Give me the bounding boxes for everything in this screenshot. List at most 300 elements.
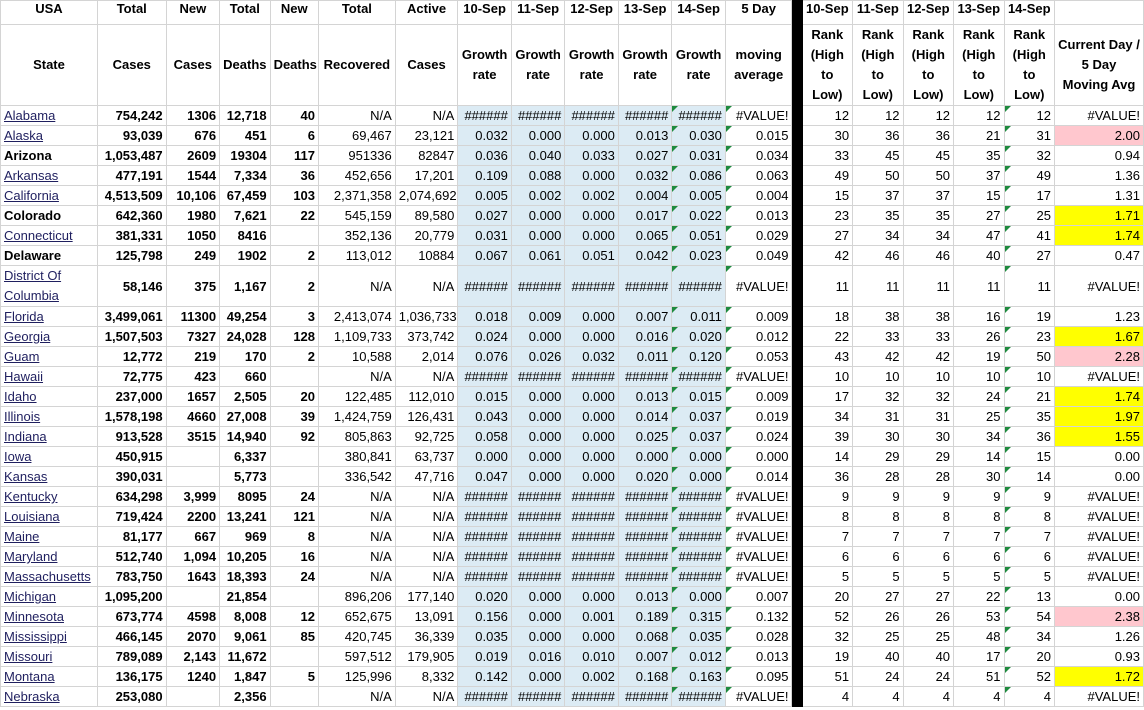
- data-cell[interactable]: 7,334: [220, 166, 270, 186]
- data-cell[interactable]: 10,106: [166, 186, 220, 206]
- data-cell[interactable]: 0.035: [672, 627, 726, 647]
- data-cell[interactable]: 0.051: [565, 246, 619, 266]
- data-cell[interactable]: #VALUE!: [725, 507, 792, 527]
- header-cell[interactable]: Cases: [395, 25, 458, 106]
- data-cell[interactable]: #VALUE!: [725, 106, 792, 126]
- data-cell[interactable]: 0.016: [511, 647, 565, 667]
- data-cell[interactable]: 0.040: [511, 146, 565, 166]
- data-cell[interactable]: 8: [1004, 507, 1054, 527]
- header-cell[interactable]: Total: [319, 1, 396, 25]
- data-cell[interactable]: 58,146: [97, 266, 166, 307]
- data-cell[interactable]: N/A: [319, 266, 396, 307]
- data-cell[interactable]: 179,905: [395, 647, 458, 667]
- data-cell[interactable]: 634,298: [97, 487, 166, 507]
- data-cell[interactable]: #VALUE!: [1055, 487, 1144, 507]
- data-cell[interactable]: 38: [903, 307, 953, 327]
- data-cell[interactable]: 0.156: [458, 607, 512, 627]
- data-cell[interactable]: 47: [954, 226, 1004, 246]
- data-cell[interactable]: 49: [802, 166, 852, 186]
- state-link[interactable]: Alabama: [1, 106, 98, 126]
- data-cell[interactable]: 0.007: [618, 307, 672, 327]
- data-cell[interactable]: 1,578,198: [97, 407, 166, 427]
- data-cell[interactable]: [166, 467, 220, 487]
- data-cell[interactable]: ######: [511, 266, 565, 307]
- data-cell[interactable]: 13: [1004, 587, 1054, 607]
- data-cell[interactable]: 0.002: [511, 186, 565, 206]
- data-cell[interactable]: ######: [618, 527, 672, 547]
- data-cell[interactable]: 21: [954, 126, 1004, 146]
- data-cell[interactable]: 19: [802, 647, 852, 667]
- data-cell[interactable]: ######: [618, 687, 672, 707]
- data-cell[interactable]: 0.013: [725, 206, 792, 226]
- data-cell[interactable]: 0.029: [725, 226, 792, 246]
- data-cell[interactable]: N/A: [319, 487, 396, 507]
- data-cell[interactable]: 0.033: [565, 146, 619, 166]
- data-cell[interactable]: ######: [672, 367, 726, 387]
- data-cell[interactable]: 8416: [220, 226, 270, 246]
- data-cell[interactable]: 1.67: [1055, 327, 1144, 347]
- data-cell[interactable]: 1.31: [1055, 186, 1144, 206]
- data-cell[interactable]: ######: [511, 487, 565, 507]
- data-cell[interactable]: 0.053: [725, 347, 792, 367]
- data-cell[interactable]: 10: [853, 367, 903, 387]
- data-cell[interactable]: 42: [802, 246, 852, 266]
- data-cell[interactable]: #VALUE!: [725, 266, 792, 307]
- data-cell[interactable]: 1.74: [1055, 226, 1144, 246]
- data-cell[interactable]: 1544: [166, 166, 220, 186]
- data-cell[interactable]: N/A: [319, 547, 396, 567]
- data-cell[interactable]: #VALUE!: [725, 367, 792, 387]
- data-cell[interactable]: 27: [954, 206, 1004, 226]
- data-cell[interactable]: 8,332: [395, 667, 458, 687]
- data-cell[interactable]: 36,339: [395, 627, 458, 647]
- data-cell[interactable]: ######: [565, 266, 619, 307]
- data-cell[interactable]: ######: [458, 687, 512, 707]
- data-cell[interactable]: 0.032: [618, 166, 672, 186]
- data-cell[interactable]: 0.001: [565, 607, 619, 627]
- header-cell[interactable]: Deaths: [270, 25, 318, 106]
- data-cell[interactable]: 0.049: [725, 246, 792, 266]
- data-cell[interactable]: 5: [903, 567, 953, 587]
- data-cell[interactable]: 4,513,509: [97, 186, 166, 206]
- data-cell[interactable]: 81,177: [97, 527, 166, 547]
- data-cell[interactable]: 0.037: [672, 427, 726, 447]
- data-cell[interactable]: 0.047: [458, 467, 512, 487]
- data-cell[interactable]: ######: [511, 567, 565, 587]
- header-cell[interactable]: 12-Sep: [903, 1, 953, 25]
- data-cell[interactable]: 26: [954, 327, 1004, 347]
- data-cell[interactable]: 112,010: [395, 387, 458, 407]
- data-cell[interactable]: 0.067: [458, 246, 512, 266]
- data-cell[interactable]: 1050: [166, 226, 220, 246]
- data-cell[interactable]: [270, 647, 318, 667]
- data-cell[interactable]: 1980: [166, 206, 220, 226]
- data-cell[interactable]: 22: [270, 206, 318, 226]
- header-cell[interactable]: 14-Sep: [1004, 1, 1054, 25]
- data-cell[interactable]: ######: [458, 567, 512, 587]
- data-cell[interactable]: #VALUE!: [1055, 367, 1144, 387]
- data-cell[interactable]: 24: [903, 667, 953, 687]
- data-cell[interactable]: 25: [1004, 206, 1054, 226]
- data-cell[interactable]: 125,996: [319, 667, 396, 687]
- data-cell[interactable]: 50: [853, 166, 903, 186]
- data-cell[interactable]: 423: [166, 367, 220, 387]
- data-cell[interactable]: 82847: [395, 146, 458, 166]
- data-cell[interactable]: 512,740: [97, 547, 166, 567]
- data-cell[interactable]: 103: [270, 186, 318, 206]
- data-cell[interactable]: 45: [903, 146, 953, 166]
- data-cell[interactable]: 0.023: [672, 246, 726, 266]
- data-cell[interactable]: 0.315: [672, 607, 726, 627]
- data-cell[interactable]: 6: [270, 126, 318, 146]
- data-cell[interactable]: #VALUE!: [1055, 266, 1144, 307]
- data-cell[interactable]: 0.004: [618, 186, 672, 206]
- header-cell[interactable]: Rank (High to Low): [802, 25, 852, 106]
- data-cell[interactable]: 32: [903, 387, 953, 407]
- data-cell[interactable]: 24: [270, 487, 318, 507]
- data-cell[interactable]: 5,773: [220, 467, 270, 487]
- data-cell[interactable]: 754,242: [97, 106, 166, 126]
- data-cell[interactable]: 125,798: [97, 246, 166, 266]
- data-cell[interactable]: 40: [270, 106, 318, 126]
- data-cell[interactable]: 24,028: [220, 327, 270, 347]
- data-cell[interactable]: 40: [954, 246, 1004, 266]
- header-cell[interactable]: 5 Day: [725, 1, 792, 25]
- data-cell[interactable]: 9: [853, 487, 903, 507]
- data-cell[interactable]: 805,863: [319, 427, 396, 447]
- data-cell[interactable]: 452,656: [319, 166, 396, 186]
- data-cell[interactable]: 0.000: [458, 447, 512, 467]
- data-cell[interactable]: 9: [903, 487, 953, 507]
- data-cell[interactable]: 16: [954, 307, 1004, 327]
- data-cell[interactable]: 0.000: [511, 387, 565, 407]
- data-cell[interactable]: 2: [270, 347, 318, 367]
- data-cell[interactable]: 39: [270, 407, 318, 427]
- data-cell[interactable]: 42: [903, 347, 953, 367]
- data-cell[interactable]: 10: [954, 367, 1004, 387]
- data-cell[interactable]: 36: [903, 126, 953, 146]
- data-cell[interactable]: 0.000: [565, 587, 619, 607]
- data-cell[interactable]: 0.000: [565, 427, 619, 447]
- data-cell[interactable]: ######: [565, 567, 619, 587]
- state-link[interactable]: Delaware: [1, 246, 98, 266]
- data-cell[interactable]: ######: [458, 487, 512, 507]
- data-cell[interactable]: 1,507,503: [97, 327, 166, 347]
- data-cell[interactable]: 719,424: [97, 507, 166, 527]
- data-cell[interactable]: [166, 447, 220, 467]
- data-cell[interactable]: 0.93: [1055, 647, 1144, 667]
- data-cell[interactable]: 12,718: [220, 106, 270, 126]
- data-cell[interactable]: 92,725: [395, 427, 458, 447]
- data-cell[interactable]: 33: [903, 327, 953, 347]
- data-cell[interactable]: 0.000: [725, 447, 792, 467]
- data-cell[interactable]: 8: [954, 507, 1004, 527]
- data-cell[interactable]: 33: [802, 146, 852, 166]
- data-cell[interactable]: 0.016: [618, 327, 672, 347]
- data-cell[interactable]: 6: [903, 547, 953, 567]
- data-cell[interactable]: 5: [802, 567, 852, 587]
- data-cell[interactable]: 37: [954, 166, 1004, 186]
- data-cell[interactable]: 913,528: [97, 427, 166, 447]
- data-cell[interactable]: 15: [1004, 447, 1054, 467]
- data-cell[interactable]: 1,053,487: [97, 146, 166, 166]
- data-cell[interactable]: 12: [853, 106, 903, 126]
- data-cell[interactable]: #VALUE!: [725, 527, 792, 547]
- data-cell[interactable]: 32: [853, 387, 903, 407]
- data-cell[interactable]: 24: [954, 387, 1004, 407]
- data-cell[interactable]: 2: [270, 246, 318, 266]
- data-cell[interactable]: [270, 447, 318, 467]
- data-cell[interactable]: 8: [270, 527, 318, 547]
- data-cell[interactable]: 1.26: [1055, 627, 1144, 647]
- data-cell[interactable]: 7: [802, 527, 852, 547]
- data-cell[interactable]: 7,621: [220, 206, 270, 226]
- data-cell[interactable]: 1.23: [1055, 307, 1144, 327]
- header-cell[interactable]: Growth rate: [511, 25, 565, 106]
- data-cell[interactable]: 117: [270, 146, 318, 166]
- data-cell[interactable]: 35: [853, 206, 903, 226]
- data-cell[interactable]: 12: [954, 106, 1004, 126]
- header-cell[interactable]: Rank (High to Low): [903, 25, 953, 106]
- data-cell[interactable]: 0.013: [618, 587, 672, 607]
- data-cell[interactable]: 2609: [166, 146, 220, 166]
- data-cell[interactable]: ######: [511, 507, 565, 527]
- data-cell[interactable]: 42: [853, 347, 903, 367]
- data-cell[interactable]: 0.000: [511, 627, 565, 647]
- data-cell[interactable]: 128: [270, 327, 318, 347]
- data-cell[interactable]: ######: [511, 527, 565, 547]
- state-link[interactable]: Minnesota: [1, 607, 98, 627]
- data-cell[interactable]: 0.000: [565, 206, 619, 226]
- data-cell[interactable]: 0.012: [725, 327, 792, 347]
- data-cell[interactable]: 12: [1004, 106, 1054, 126]
- data-cell[interactable]: 0.000: [511, 427, 565, 447]
- data-cell[interactable]: 0.086: [672, 166, 726, 186]
- data-cell[interactable]: 72,775: [97, 367, 166, 387]
- data-cell[interactable]: 19: [954, 347, 1004, 367]
- state-link[interactable]: Arizona: [1, 146, 98, 166]
- data-cell[interactable]: 8: [802, 507, 852, 527]
- data-cell[interactable]: ######: [672, 567, 726, 587]
- data-cell[interactable]: 0.142: [458, 667, 512, 687]
- data-cell[interactable]: 0.189: [618, 607, 672, 627]
- data-cell[interactable]: 27: [853, 587, 903, 607]
- data-cell[interactable]: 1,036,733: [395, 307, 458, 327]
- data-cell[interactable]: ######: [618, 487, 672, 507]
- data-cell[interactable]: 92: [270, 427, 318, 447]
- header-cell[interactable]: Rank (High to Low): [853, 25, 903, 106]
- data-cell[interactable]: 20: [270, 387, 318, 407]
- data-cell[interactable]: 35: [1004, 407, 1054, 427]
- data-cell[interactable]: 0.088: [511, 166, 565, 186]
- state-link[interactable]: Massachusetts: [1, 567, 98, 587]
- data-cell[interactable]: 0.000: [511, 407, 565, 427]
- data-cell[interactable]: ######: [672, 527, 726, 547]
- data-cell[interactable]: 24: [270, 567, 318, 587]
- data-cell[interactable]: 1240: [166, 667, 220, 687]
- data-cell[interactable]: 0.47: [1055, 246, 1144, 266]
- data-cell[interactable]: #VALUE!: [725, 487, 792, 507]
- data-cell[interactable]: 23: [802, 206, 852, 226]
- data-cell[interactable]: 7: [954, 527, 1004, 547]
- data-cell[interactable]: 0.058: [458, 427, 512, 447]
- data-cell[interactable]: 36: [1004, 427, 1054, 447]
- state-link[interactable]: Hawaii: [1, 367, 98, 387]
- header-cell[interactable]: Growth rate: [565, 25, 619, 106]
- state-link[interactable]: California: [1, 186, 98, 206]
- data-cell[interactable]: 27: [903, 587, 953, 607]
- data-cell[interactable]: 783,750: [97, 567, 166, 587]
- data-cell[interactable]: 93,039: [97, 126, 166, 146]
- data-cell[interactable]: 21,854: [220, 587, 270, 607]
- data-cell[interactable]: 0.000: [511, 226, 565, 246]
- state-link[interactable]: Iowa: [1, 447, 98, 467]
- data-cell[interactable]: ######: [458, 367, 512, 387]
- data-cell[interactable]: 89,580: [395, 206, 458, 226]
- data-cell[interactable]: N/A: [395, 687, 458, 707]
- header-cell[interactable]: 11-Sep: [511, 1, 565, 25]
- data-cell[interactable]: 3515: [166, 427, 220, 447]
- data-cell[interactable]: 25: [903, 627, 953, 647]
- data-cell[interactable]: [166, 687, 220, 707]
- data-cell[interactable]: 1.72: [1055, 667, 1144, 687]
- data-cell[interactable]: ######: [458, 547, 512, 567]
- data-cell[interactable]: 31: [1004, 126, 1054, 146]
- data-cell[interactable]: 6: [1004, 547, 1054, 567]
- data-cell[interactable]: 20: [1004, 647, 1054, 667]
- header-cell[interactable]: 10-Sep: [802, 1, 852, 25]
- data-cell[interactable]: 32: [802, 627, 852, 647]
- data-cell[interactable]: 0.000: [511, 447, 565, 467]
- data-cell[interactable]: 14: [954, 447, 1004, 467]
- data-cell[interactable]: 0.002: [565, 667, 619, 687]
- data-cell[interactable]: #VALUE!: [1055, 547, 1144, 567]
- data-cell[interactable]: N/A: [319, 567, 396, 587]
- data-cell[interactable]: 0.031: [672, 146, 726, 166]
- data-cell[interactable]: 17: [802, 387, 852, 407]
- data-cell[interactable]: 0.120: [672, 347, 726, 367]
- header-cell[interactable]: 10-Sep: [458, 1, 512, 25]
- data-cell[interactable]: ######: [565, 507, 619, 527]
- data-cell[interactable]: 4: [1004, 687, 1054, 707]
- data-cell[interactable]: N/A: [319, 106, 396, 126]
- data-cell[interactable]: 0.005: [458, 186, 512, 206]
- data-cell[interactable]: 48: [954, 627, 1004, 647]
- data-cell[interactable]: 0.027: [458, 206, 512, 226]
- data-cell[interactable]: ######: [672, 507, 726, 527]
- data-cell[interactable]: 5: [954, 567, 1004, 587]
- data-cell[interactable]: 22: [954, 587, 1004, 607]
- data-cell[interactable]: 0.005: [672, 186, 726, 206]
- data-cell[interactable]: 352,136: [319, 226, 396, 246]
- state-link[interactable]: Colorado: [1, 206, 98, 226]
- data-cell[interactable]: 0.027: [618, 146, 672, 166]
- data-cell[interactable]: 380,841: [319, 447, 396, 467]
- data-cell[interactable]: 0.015: [458, 387, 512, 407]
- data-cell[interactable]: 0.014: [618, 407, 672, 427]
- data-cell[interactable]: 10884: [395, 246, 458, 266]
- data-cell[interactable]: 29: [853, 447, 903, 467]
- data-cell[interactable]: 0.000: [565, 307, 619, 327]
- data-cell[interactable]: 0.000: [565, 226, 619, 246]
- data-cell[interactable]: ######: [511, 106, 565, 126]
- data-cell[interactable]: 0.009: [725, 387, 792, 407]
- data-cell[interactable]: 0.019: [725, 407, 792, 427]
- data-cell[interactable]: 23,121: [395, 126, 458, 146]
- data-cell[interactable]: [270, 467, 318, 487]
- data-cell[interactable]: 0.011: [672, 307, 726, 327]
- data-cell[interactable]: 20: [802, 587, 852, 607]
- data-cell[interactable]: ######: [618, 106, 672, 126]
- data-cell[interactable]: 0.030: [672, 126, 726, 146]
- data-cell[interactable]: 0.020: [618, 467, 672, 487]
- data-cell[interactable]: 51: [802, 667, 852, 687]
- data-cell[interactable]: 0.000: [511, 467, 565, 487]
- state-link[interactable]: Michigan: [1, 587, 98, 607]
- data-cell[interactable]: 30: [853, 427, 903, 447]
- data-cell[interactable]: 420,745: [319, 627, 396, 647]
- data-cell[interactable]: 38: [853, 307, 903, 327]
- data-cell[interactable]: 26: [903, 607, 953, 627]
- header-cell[interactable]: New: [270, 1, 318, 25]
- data-cell[interactable]: 50: [903, 166, 953, 186]
- data-cell[interactable]: ######: [511, 367, 565, 387]
- data-cell[interactable]: [270, 226, 318, 246]
- data-cell[interactable]: 3,999: [166, 487, 220, 507]
- data-cell[interactable]: 1.97: [1055, 407, 1144, 427]
- data-cell[interactable]: 0.000: [511, 327, 565, 347]
- data-cell[interactable]: 1657: [166, 387, 220, 407]
- data-cell[interactable]: 0.065: [618, 226, 672, 246]
- header-cell[interactable]: Recovered: [319, 25, 396, 106]
- header-cell[interactable]: moving average: [725, 25, 792, 106]
- data-cell[interactable]: 10: [802, 367, 852, 387]
- data-cell[interactable]: ######: [672, 687, 726, 707]
- data-cell[interactable]: 37: [853, 186, 903, 206]
- data-cell[interactable]: 0.000: [565, 126, 619, 146]
- data-cell[interactable]: 0.037: [672, 407, 726, 427]
- data-cell[interactable]: 40: [853, 647, 903, 667]
- data-cell[interactable]: 17: [954, 647, 1004, 667]
- data-cell[interactable]: 54: [1004, 607, 1054, 627]
- data-cell[interactable]: 23: [1004, 327, 1054, 347]
- state-link[interactable]: Guam: [1, 347, 98, 367]
- data-cell[interactable]: 6: [954, 547, 1004, 567]
- header-cell[interactable]: New: [166, 1, 220, 25]
- data-cell[interactable]: 951336: [319, 146, 396, 166]
- data-cell[interactable]: 14,940: [220, 427, 270, 447]
- data-cell[interactable]: 27: [1004, 246, 1054, 266]
- data-cell[interactable]: 126,431: [395, 407, 458, 427]
- data-cell[interactable]: 0.017: [618, 206, 672, 226]
- state-link[interactable]: Idaho: [1, 387, 98, 407]
- data-cell[interactable]: 597,512: [319, 647, 396, 667]
- state-link[interactable]: Maryland: [1, 547, 98, 567]
- data-cell[interactable]: 12,772: [97, 347, 166, 367]
- header-cell[interactable]: 12-Sep: [565, 1, 619, 25]
- data-cell[interactable]: 41: [1004, 226, 1054, 246]
- data-cell[interactable]: 122,485: [319, 387, 396, 407]
- data-cell[interactable]: 8: [903, 507, 953, 527]
- data-cell[interactable]: 219: [166, 347, 220, 367]
- data-cell[interactable]: 0.051: [672, 226, 726, 246]
- data-cell[interactable]: 450,915: [97, 447, 166, 467]
- header-cell[interactable]: Growth rate: [618, 25, 672, 106]
- data-cell[interactable]: ######: [565, 527, 619, 547]
- data-cell[interactable]: ######: [672, 106, 726, 126]
- data-cell[interactable]: #VALUE!: [1055, 106, 1144, 126]
- data-cell[interactable]: 18: [802, 307, 852, 327]
